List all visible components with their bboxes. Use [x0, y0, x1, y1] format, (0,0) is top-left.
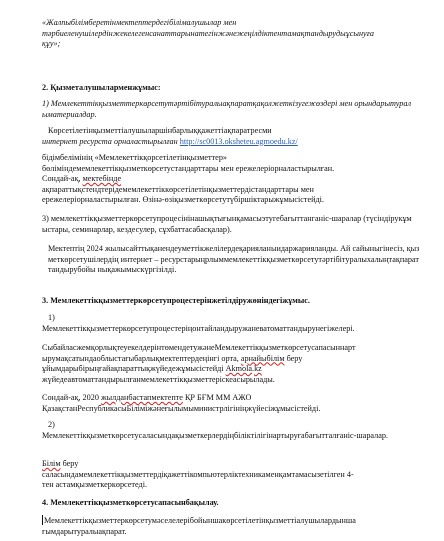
text-line [42, 354, 414, 365]
text-line [42, 393, 414, 404]
text-fragment: ҚР БҒМ ММ АЖО [182, 393, 252, 402]
section-3-item-2 [42, 420, 414, 441]
section-3-paragraph-3 [42, 393, 414, 414]
misspelled-word: Akmola [225, 364, 253, 374]
text-line: ережелеріорналастырылған. Өзінә-өзіқызметкөрсетутүбіршіктарыжұмысістейді. [42, 195, 324, 205]
text-fragment: Мемлекеттікқызметтеркөрсетумәселелерібойыншакөрсетілетінқызметтіалушылардынша [44, 516, 356, 525]
text-line: жүйедеавтоматтандырылғанмемлекеттікқызметтеріскеасырылады. [42, 374, 275, 384]
section-2-paragraph-3: Мектептің 2024 жылысайттықанендеуметтікжелілердеқарияланыидаржарияланды. Ай сайыныгінесіз, қызметкөрсетушілердің интернет – ресурстарыңрлыммемлекеттікқызметкөрсетутәртібітуралыхалыңтақпараттандырубойы нықажымыскүргізілді. [48, 244, 420, 275]
text-fragment: ұйымдарыбірыңғайақпараттықжүйедежұмысістейді [42, 364, 226, 374]
text-line: ақпараттықстендтерідемемлекеттіккөрсетілетінқызметтердістандарттары мен [42, 184, 314, 194]
text-line [42, 515, 414, 527]
text-fragment: Сондай-ақ, [42, 174, 83, 184]
text-line: ҚазақстанРеспубликасыБіліміжәнеғылымыминистрлігініңжүйесіжұмысістейді. [42, 403, 321, 413]
text-cursor [42, 515, 43, 525]
text-line: ғымдарытуралыақпарат. [42, 526, 127, 536]
text-fragment: беру [60, 459, 79, 468]
text-line: саласындамемлекеттікқызметтердіқажеттікомпьютерліктехникаменқамтамасызетілген 4- [42, 469, 354, 479]
section-2-item-3: 3) мемлекеттікқызметтеркөрсетупроцесінінашықтығынқамасыэтугебағыттанганіс-шаралар (түсіндірукұмыстары, семинарлар, кездесулер, сұхбаттасабасқалар). [42, 214, 412, 234]
misspelled-word: арнайыбілім [240, 353, 285, 363]
text-fragment: беру [284, 353, 303, 363]
misspelled-word: жылданбастапмектепте [100, 393, 183, 402]
text-line: Мемлекеттікқызметтеркөрсетупроцестеріңонтайландыружаневатоматтандырунегіжелері. [42, 323, 355, 333]
section-3-paragraph-5 [42, 459, 414, 491]
text-line: бөліміндемемлекеттікқызметкөрсетустандарттары мен ережелеріорналастырылған. [42, 163, 335, 173]
text-line: бідімбелімінің «Мемлекеттікқорсетілетінқызметтер» [42, 153, 228, 162]
intro-line: «Жалпыбілімберетінмектептердегібілімалушылар мен [42, 18, 237, 27]
text-line [42, 459, 414, 470]
section-4-paragraph-1[interactable] [42, 515, 414, 537]
text-line [42, 137, 414, 148]
school-website-link[interactable]: http://sc0013.oksheteu.agmoedu.kz/ [179, 136, 298, 146]
section-2-item-1: 1) Мемлекеттікқызметтеркөрсетутәртібітуралыақпаратқақолжеткізугежөздері мен орындарытуралыматериалдар. [42, 99, 412, 119]
section-4-heading: 4. Мемлекеттікқызметкөрсетусапасынбақылау. [42, 498, 219, 507]
text-line: тен астамқызметкеркөрсетеді. [42, 480, 148, 490]
item-number: 1) [48, 313, 55, 322]
section-2-paragraph-2 [42, 153, 414, 206]
text-line: Мемлекеттікқызметкөрсетусаласындақызметкерлердіңбіліктілігінартыруғабағытталғаніс-шаралар. [42, 430, 388, 440]
misspelled-word: мектебінде [82, 174, 122, 184]
section-3-item-1 [42, 313, 414, 334]
text-fragment: ырумақсатындаоблыстағыбарлықмектептердеңінгі орта, [42, 353, 241, 363]
text-line [42, 174, 414, 185]
section-3-heading: 3. Мемлекеттікқызметтеркөрсетупроцестерінжетілдіружөніндегіжұмыс. [42, 296, 310, 305]
intro-line: тәрбиеленушілердінжекелегенсанаттарынатегінжәнежеңілдіктентамақтандырудыұсынуға [42, 28, 374, 38]
intro-line: құу»; [42, 39, 61, 49]
misspelled-word: Білім [42, 459, 61, 468]
text-fragment: интернет ресурста орналастырылған [42, 136, 180, 146]
section-2-paragraph-1 [42, 126, 414, 147]
section-3-paragraph-2 [42, 343, 414, 385]
intro-paragraph [42, 18, 414, 50]
text-fragment: Сондай-ақ, 2020 [42, 393, 101, 402]
text-line: Көрсетілетінқызметтіалушыларшінбарлыққажеттіақпаратресми [48, 126, 272, 135]
item-number: 2) [48, 420, 55, 429]
section-2-heading: 2. Қызметалушыларменжұмыс: [42, 83, 161, 92]
misspelled-word: kz [254, 364, 262, 374]
text-line [42, 364, 414, 375]
text-fragment: . [252, 364, 255, 374]
text-line: СыбайлаcжемқорлықтеуекелдерінтөмендетужәнеМемлекеттікқызметкөрсетусапасыннарт [42, 343, 356, 352]
